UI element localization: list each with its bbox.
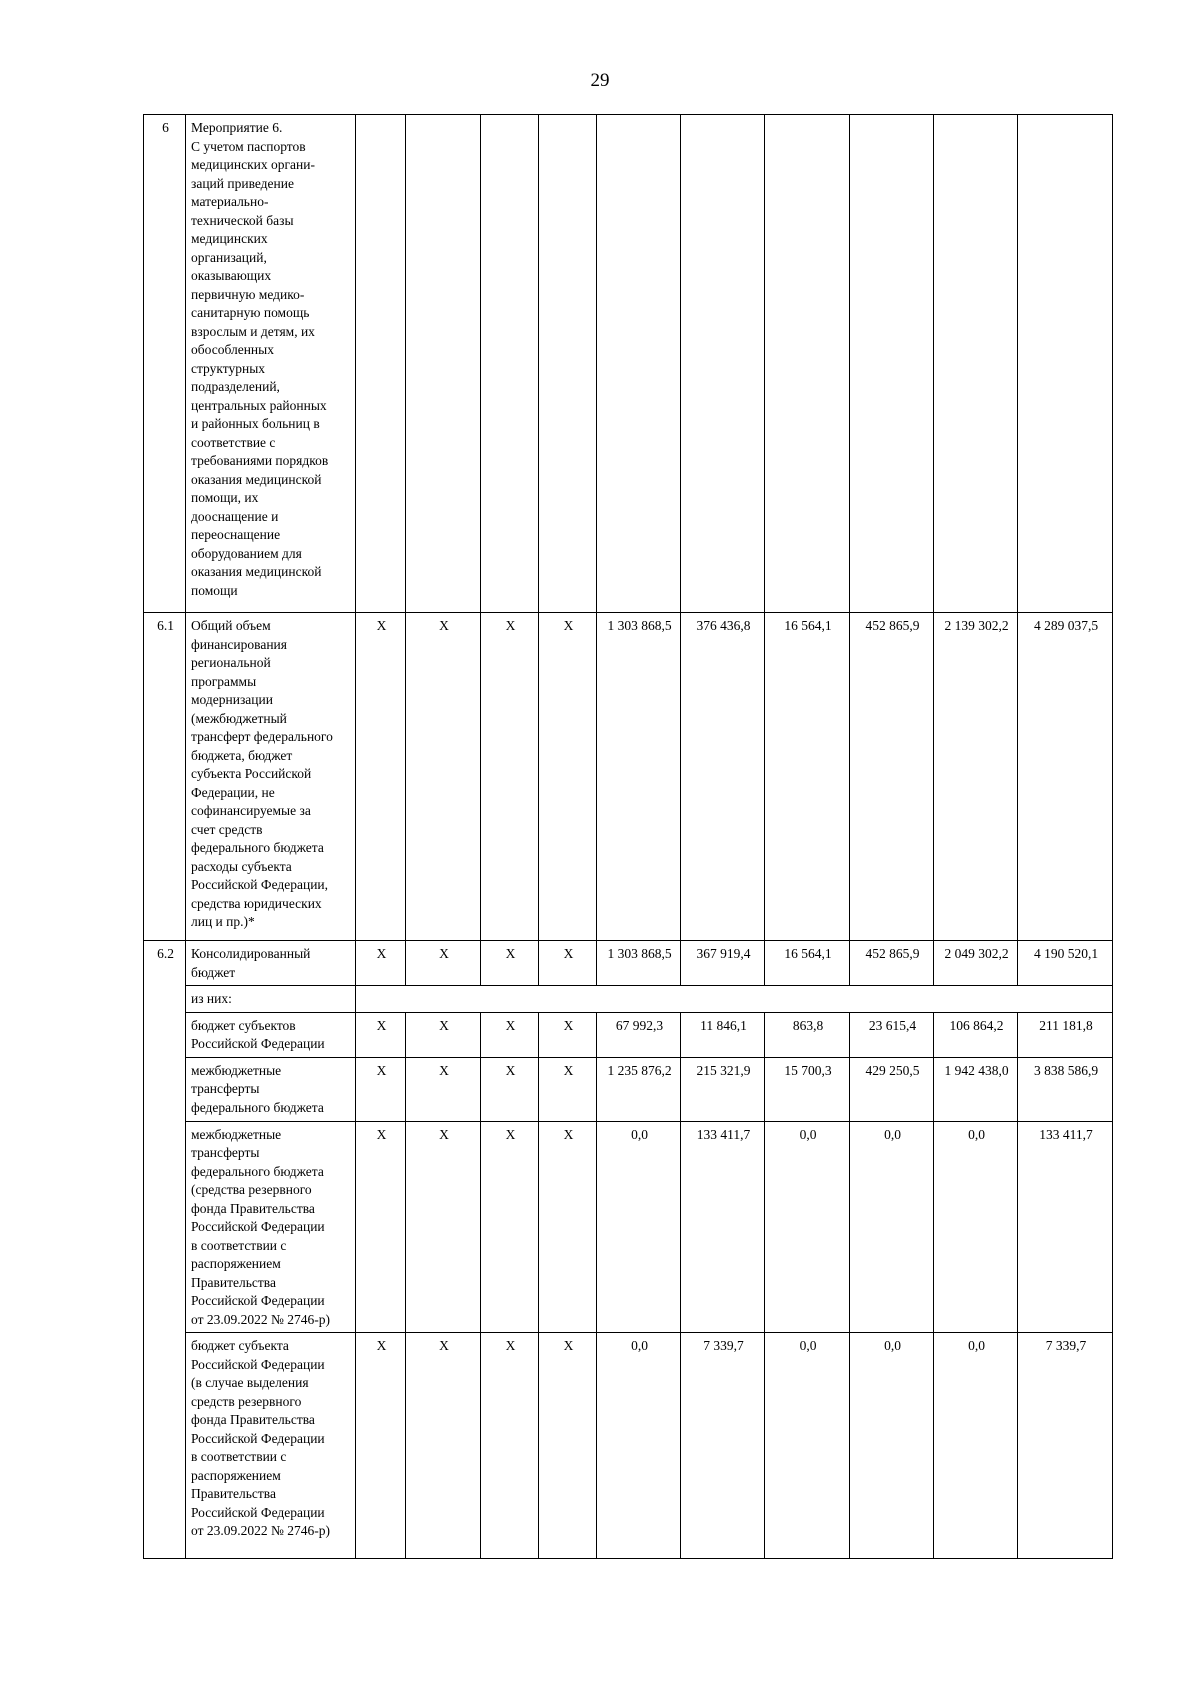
description-line: Федерации, не <box>191 784 275 800</box>
description-line: финансирования <box>191 636 287 652</box>
value-cell: 7 339,7 <box>681 1333 765 1559</box>
x-cell: X <box>356 1057 406 1121</box>
description-line: лиц и пр.)* <box>191 914 255 929</box>
description-line: медицинских органи- <box>191 157 315 172</box>
description-line: межбюджетные <box>191 1062 282 1078</box>
value-cell: 0,0 <box>597 1121 681 1333</box>
financing-table <box>143 114 1113 1559</box>
row-description <box>186 1012 356 1057</box>
x-cell: X <box>481 1333 539 1559</box>
description-line: и районных больниц в <box>191 416 320 431</box>
description-line: Правительства <box>191 1274 276 1290</box>
table-row-regional-reserve <box>144 1333 1113 1559</box>
x-cell: X <box>356 613 406 941</box>
description-line: оказывающих <box>191 268 272 283</box>
row-description <box>186 941 356 986</box>
description-line: счет средств <box>191 821 263 837</box>
description-line: в соответствии с <box>191 1237 287 1253</box>
description-line: соответствие с <box>191 434 276 450</box>
x-cell: X <box>481 1121 539 1333</box>
description-line: Правительства <box>191 1486 276 1501</box>
description-line: трансферт федерального <box>191 729 333 744</box>
row-number: 6.1 <box>144 613 186 941</box>
x-cell: X <box>356 1121 406 1333</box>
description-line: Российской Федерации, <box>191 877 329 892</box>
x-cell: X <box>539 941 597 986</box>
value-cell: 0,0 <box>934 1121 1018 1333</box>
description-line: средств резервного <box>191 1393 302 1409</box>
description-line: распоряжением <box>191 1467 281 1483</box>
value-cell: 429 250,5 <box>850 1057 934 1121</box>
table-row-of-which <box>144 986 1113 1013</box>
value-cell: 16 564,1 <box>765 613 850 941</box>
x-cell: X <box>356 941 406 986</box>
x-cell: X <box>406 1333 481 1559</box>
x-cell: X <box>539 1333 597 1559</box>
x-cell: X <box>481 1057 539 1121</box>
description-line: модернизации <box>191 692 273 707</box>
description-line: центральных районных <box>191 397 327 413</box>
description-line: медицинских <box>191 231 268 246</box>
table-row-consolidated-6-2 <box>144 941 1113 986</box>
value-cell: 1 303 868,5 <box>597 613 681 941</box>
value-cell: 367 919,4 <box>681 941 765 986</box>
description-line: дооснащение и <box>191 508 279 524</box>
description-line: бюджета, бюджет <box>191 747 293 763</box>
value-cell: 863,8 <box>765 1012 850 1057</box>
description-line: распоряжением <box>191 1256 281 1271</box>
row-label-of-which: из них: <box>186 986 356 1013</box>
row-number: 6.2 <box>144 941 186 1559</box>
description-line: технической базы <box>191 212 294 228</box>
description-line: заций приведение <box>191 175 294 191</box>
description-line: Российской Федерации <box>191 1219 325 1234</box>
description-line: федерального бюджета <box>191 1163 324 1179</box>
description-line: Российской Федерации <box>191 1356 325 1372</box>
description-line: требованиями порядков <box>191 453 329 468</box>
x-cell: X <box>481 613 539 941</box>
x-cell: X <box>539 1057 597 1121</box>
value-cell: 0,0 <box>850 1121 934 1333</box>
value-cell: 376 436,8 <box>681 613 765 941</box>
description-line: обособленных <box>191 342 274 357</box>
description-line: от 23.09.2022 № 2746-р) <box>191 1523 330 1538</box>
value-cell: 0,0 <box>765 1121 850 1333</box>
description-line: переоснащение <box>191 527 281 542</box>
value-cell: 133 411,7 <box>1018 1121 1113 1333</box>
value-cell: 15 700,3 <box>765 1057 850 1121</box>
description-line: трансферты <box>191 1081 260 1096</box>
x-cell: X <box>406 1121 481 1333</box>
description-line: С учетом паспортов <box>191 138 306 154</box>
x-cell: X <box>356 1333 406 1559</box>
table-row-total-6-1 <box>144 613 1113 941</box>
description-line: Российской Федерации <box>191 1430 325 1446</box>
description-line: фонда Правительства <box>191 1412 315 1427</box>
value-cell: 4 190 520,1 <box>1018 941 1113 986</box>
table-row-federal-transfers-reserve <box>144 1121 1113 1333</box>
description-line: бюджет субъекта <box>191 1338 289 1353</box>
x-cell: X <box>481 1012 539 1057</box>
table-row-event-6 <box>144 115 1113 613</box>
value-cell: 452 865,9 <box>850 941 934 986</box>
x-cell: X <box>406 1012 481 1057</box>
description-line: федерального бюджета <box>191 1099 324 1115</box>
x-cell: X <box>481 941 539 986</box>
value-cell: 4 289 037,5 <box>1018 613 1113 941</box>
description-line: организаций, <box>191 249 267 265</box>
description-line: в соответствии с <box>191 1449 287 1464</box>
description-line: Мероприятие 6. <box>191 120 283 135</box>
row-description <box>186 1333 356 1559</box>
row-description <box>186 1121 356 1333</box>
row-number: 6 <box>144 115 186 613</box>
value-cell: 3 838 586,9 <box>1018 1057 1113 1121</box>
description-line: программы <box>191 673 257 689</box>
value-cell: 1 303 868,5 <box>597 941 681 986</box>
description-line: первичную медико- <box>191 286 305 302</box>
value-cell: 0,0 <box>597 1333 681 1559</box>
description-line: помощи, их <box>191 490 259 505</box>
description-line: Российской Федерации <box>191 1293 325 1308</box>
value-cell: 67 992,3 <box>597 1012 681 1057</box>
description-line: оборудованием для <box>191 545 302 561</box>
value-cell: 1 235 876,2 <box>597 1057 681 1121</box>
x-cell: X <box>406 613 481 941</box>
description-line: софинансируемые за <box>191 803 311 818</box>
description-line: Российской Федерации <box>191 1504 325 1520</box>
value-cell: 0,0 <box>765 1333 850 1559</box>
description-line: региональной <box>191 655 271 670</box>
description-line: Консолидированный <box>191 946 311 961</box>
x-cell: X <box>356 1012 406 1057</box>
description-line: субъекта Российской <box>191 766 312 781</box>
description-line: федерального бюджета <box>191 840 324 855</box>
x-cell: X <box>539 1121 597 1333</box>
description-line: бюджет субъектов <box>191 1017 296 1033</box>
row-description <box>186 115 356 613</box>
description-line: межбюджетные <box>191 1126 282 1142</box>
value-cell: 211 181,8 <box>1018 1012 1113 1057</box>
row-description <box>186 613 356 941</box>
description-line: оказания медицинской <box>191 564 322 579</box>
description-line: Общий объем <box>191 618 271 633</box>
description-line: помощи <box>191 582 238 598</box>
table-row-federal-transfers <box>144 1057 1113 1121</box>
description-line: (в случае выделения <box>191 1375 309 1390</box>
description-line: Российской Федерации <box>191 1036 325 1051</box>
value-cell: 7 339,7 <box>1018 1333 1113 1559</box>
value-cell: 23 615,4 <box>850 1012 934 1057</box>
description-line: расходы субъекта <box>191 858 292 874</box>
description-line: взрослым и детям, их <box>191 323 315 339</box>
description-line: фонда Правительства <box>191 1200 315 1216</box>
x-cell: X <box>406 1057 481 1121</box>
value-cell: 0,0 <box>934 1333 1018 1559</box>
value-cell: 0,0 <box>850 1333 934 1559</box>
value-cell: 106 864,2 <box>934 1012 1018 1057</box>
table-row-regional-budget <box>144 1012 1113 1057</box>
description-line: оказания медицинской <box>191 471 322 487</box>
page-number: 29 <box>590 70 610 91</box>
row-description <box>186 1057 356 1121</box>
x-cell: X <box>406 941 481 986</box>
value-cell: 1 942 438,0 <box>934 1057 1018 1121</box>
value-cell: 2 049 302,2 <box>934 941 1018 986</box>
description-line: подразделений, <box>191 379 280 394</box>
value-cell: 2 139 302,2 <box>934 613 1018 941</box>
description-line: (средства резервного <box>191 1182 312 1197</box>
x-cell: X <box>539 613 597 941</box>
description-line: структурных <box>191 360 266 376</box>
x-cell: X <box>539 1012 597 1057</box>
value-cell: 452 865,9 <box>850 613 934 941</box>
description-line: санитарную помощь <box>191 305 310 320</box>
value-cell: 133 411,7 <box>681 1121 765 1333</box>
description-line: трансферты <box>191 1145 260 1160</box>
description-line: средства юридических <box>191 895 322 911</box>
value-cell: 16 564,1 <box>765 941 850 986</box>
value-cell: 11 846,1 <box>681 1012 765 1057</box>
description-line: от 23.09.2022 № 2746-р) <box>191 1311 330 1327</box>
value-cell: 215 321,9 <box>681 1057 765 1121</box>
description-line: бюджет <box>191 964 236 980</box>
description-line: материально- <box>191 194 269 209</box>
description-line: (межбюджетный <box>191 710 287 726</box>
